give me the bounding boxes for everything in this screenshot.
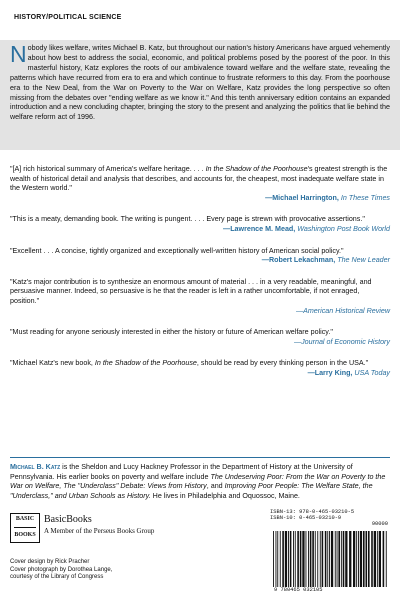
quote-text-run: , should be read by every thinking person in the USA." [196, 359, 369, 368]
isbn-barcode-block [270, 509, 390, 595]
barcode-bar [273, 531, 274, 587]
quote-text-run: "[A] rich historical summary of America's welfare heritage. . . . [10, 165, 206, 173]
divider-rule [10, 457, 390, 458]
book-title-italic: The Undeserving Poor: From the War on Poverty to the War on Welfare, The "Underclass" Debate: Views from History [10, 472, 386, 491]
quote-text [10, 328, 390, 338]
barcode-bar [310, 531, 312, 587]
review-quote [10, 278, 390, 316]
publisher-block [10, 513, 250, 553]
author-name: Michael B. Katz [10, 463, 61, 471]
review-quote [10, 247, 390, 266]
barcode-bar [341, 531, 342, 587]
barcode-digits: 9 780465 032105 [274, 587, 323, 593]
barcode-bar [356, 531, 357, 587]
barcode-bar [280, 531, 281, 587]
barcode-bar [345, 531, 347, 587]
attribution-source: USA Today [354, 368, 390, 377]
quote-attribution [10, 338, 390, 348]
barcode-bar [295, 531, 296, 587]
barcode-bar [276, 531, 277, 587]
attribution-source: Washington Post Book World [297, 224, 390, 233]
quote-text-run: "Must reading for anyone seriously interested in either the history or future of American welfare policy." [10, 328, 333, 337]
barcode-bar [327, 531, 328, 587]
barcode-bar [277, 531, 278, 587]
cover-credits [10, 559, 112, 582]
category-label: HISTORY/POLITICAL SCIENCE [14, 14, 122, 21]
quote-text-run: "Katz's major contribution is to synthesize an enormous amount of material . . . in a very readable, meaningful, and persuasive manner. Indeed, so persuasive is he that the reader is left in a rather uncomfortable, if not enraged, position." [10, 277, 372, 305]
quote-text [10, 359, 390, 369]
barcode-bar [337, 531, 338, 587]
barcode-bar [353, 531, 355, 587]
quote-text [10, 278, 390, 307]
quote-text-run: 's greatest strength is the wealth of historical detail and analysis that describes, and accounts for, the cheapest, most inadequate welfare state in the Western world." [10, 165, 388, 193]
quote-attribution [10, 225, 390, 235]
isbn-13: ISBN-13: 978-0-465-03210-5 [270, 509, 355, 515]
author-bio [10, 463, 390, 501]
bio-text-run: , and [206, 482, 225, 491]
book-title-italic: Improving Poor People: The Welfare State, the "Underclass," and Urban Schools as History. [10, 482, 373, 500]
barcode-bar [322, 531, 324, 587]
barcode-bar [374, 531, 376, 587]
barcode-bar [379, 531, 381, 587]
credit-line: Cover photograph by Dorothea Lange, [10, 566, 113, 573]
barcode-bar [338, 531, 340, 587]
review-quote [10, 215, 390, 234]
barcode-bar [306, 531, 307, 587]
quote-attribution [10, 369, 390, 379]
quote-text-run: "This is a meaty, demanding book. The writing is pungent. . . . Every page is strewn with provocative assertions." [10, 215, 365, 224]
review-quote [10, 165, 390, 203]
barcode-bar [290, 531, 292, 587]
barcode-bar [386, 531, 387, 587]
review-quote [10, 359, 390, 378]
blurb [10, 41, 390, 123]
logo-divider [14, 527, 36, 528]
quote-text [10, 215, 390, 225]
review-quote [10, 328, 390, 347]
barcode-bar [377, 531, 378, 587]
publisher-name: BasicBooks [44, 514, 92, 525]
barcode-bar [285, 531, 287, 587]
barcode-bar [343, 531, 345, 587]
blurb-text: obody likes welfare, writes Michael B. Katz, but throughout our nation's history Americans have argued vehemently about how best to address the social, economic, and political problems posed by the poorest of the poor. In this masterful history, Katz explores the roots of our ambivalence toward welfare and the welfare state, revealing the patterns which have recurred from era to era and which continue to frustrate reformers to this day. From the poorhouse era to the New Deal, from the War on Poverty to the War on Welfare, Katz provides the long perspective so often missing from the debates over "ending welfare as we know it." And this tenth anniversary edition contains an expanded introduction and a new concluding chapter, bringing the story to the present and analyzing the politics that lie behind the welfare reform act of 1996. [10, 44, 390, 122]
logo-text-bottom: BOOKS [14, 532, 36, 538]
price-code: 90000 [371, 521, 388, 527]
barcode-bar [335, 531, 336, 587]
attribution-source: —Journal of Economic History [293, 337, 390, 346]
bio-text-run: He lives in Philadelphia and Oquossoc, Maine. [150, 491, 300, 500]
quote-attribution [10, 307, 390, 317]
bio-text-run: is the Sheldon and Lucy Hackney Professor in the Department of History at the University of Pennsylvania. His earlier books on poverty and welfare include [10, 463, 353, 481]
barcode-bar [349, 531, 351, 587]
barcode-bar [297, 531, 299, 587]
barcode-bar [358, 531, 359, 587]
barcode-bar [331, 531, 333, 587]
attribution-name: —Larry King, [307, 368, 355, 377]
quote-text [10, 165, 390, 194]
attribution-name: —Robert Lekachman, [261, 256, 338, 265]
attribution-source: In These Times [340, 193, 390, 202]
publisher-member-line: A Member of the Perseus Books Group [44, 527, 155, 535]
quote-attribution [10, 256, 390, 266]
attribution-name: —Lawrence M. Mead, [223, 224, 298, 233]
attribution-name: —Michael Harrington, [265, 193, 341, 202]
barcode-bar [302, 531, 304, 587]
barcode-bar [293, 531, 294, 587]
logo-text-top: BASIC [15, 516, 35, 522]
barcode-bar [360, 531, 362, 587]
barcode-bar [325, 531, 327, 587]
barcode-bar [320, 531, 321, 587]
barcode-bar [368, 531, 370, 587]
barcode-bar [329, 531, 330, 587]
barcode-bar [312, 531, 314, 587]
barcode-bar [371, 531, 373, 587]
barcode-bar [288, 531, 289, 587]
quote-text-run: "Michael Katz's new book, [10, 359, 95, 368]
barcode-bar [383, 531, 385, 587]
quote-text [10, 247, 390, 257]
quote-title-italic: In the Shadow of the Poorhouse [94, 359, 197, 368]
author-bio-text [10, 463, 385, 500]
quote-text-run: "Excellent . . . A concise, tightly organized and exceptionally well-written history of American social policy." [10, 246, 344, 255]
basic-books-logo [10, 513, 40, 543]
review-quotes [10, 165, 390, 391]
credit-line: Cover design by Rick Pracher [10, 559, 90, 565]
barcode-bar [317, 531, 318, 587]
quote-attribution [10, 194, 390, 204]
barcode-bar [282, 531, 284, 587]
barcode-bar [300, 531, 302, 587]
attribution-source: The New Leader [337, 256, 390, 265]
drop-cap: N [10, 41, 27, 67]
quote-title-italic: In the Shadow of the Poorhouse [205, 165, 308, 173]
attribution-source: —American Historical Review [295, 306, 390, 315]
barcode-bar [315, 531, 316, 587]
barcode-bar [363, 531, 365, 587]
barcode-bar [366, 531, 368, 587]
isbn-10: ISBN-10: 0-465-03210-9 [270, 515, 342, 522]
barcode [270, 531, 390, 587]
credit-line: courtesy of the Library of Congress [10, 574, 104, 581]
barcode-bar [308, 531, 309, 587]
